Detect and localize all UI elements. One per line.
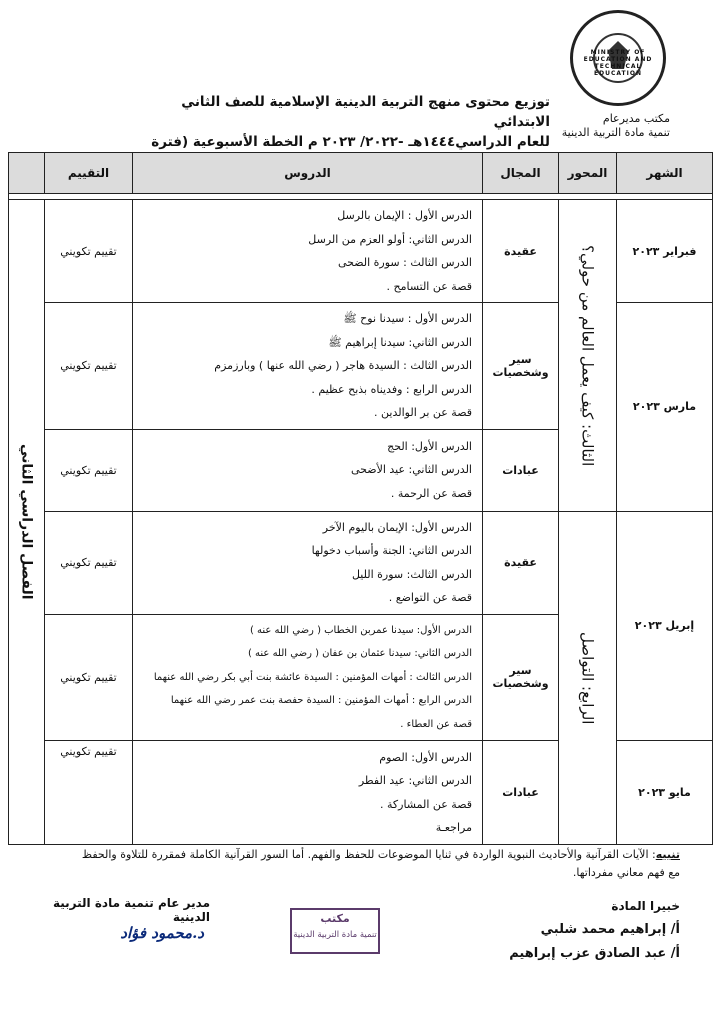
axis-cell [559,200,617,512]
lesson-line: الدرس الثاني: سيدنا إبراهيم ﷺ [328,335,472,349]
axis-label: الرابع: التواصل [578,631,597,724]
lesson-line: الدرس الثاني: سيدنا عثمان بن عفان ( رضي الله عنه ) [247,648,472,659]
month-cell: مايو ٢٠٢٣ [617,741,713,845]
lesson-line: الدرس الثاني: عيد الفطر [358,774,472,787]
lesson-line: الدرس الثالث : أمهات المؤمنين : السيدة عائشة بنت أبي بكر رضي الله عنهما [153,671,472,683]
term-cell [9,200,45,845]
lesson-line: الدرس الثالث: سورة الليل [351,567,472,581]
table-row [9,200,713,303]
note-text: : الآيات القرآنية والأحاديث النبوية الواردة في ثنايا الموضوعات للحفظ والفهم. أما السور القرآنية الكاملة فمقررة للتلاوة والحفظ [81,848,656,861]
logo-text: MINISTRY OF EDUCATION AND TECHNICAL EDUCATION [583,49,653,77]
note-label: تنبيه [655,848,680,861]
lesson-line: الدرس الأول : سيدنا نوح ﷺ [343,312,472,325]
header-axis: المحور [559,153,617,194]
office-line-2: تنمية مادة التربية الدينية [561,126,670,139]
office-stamp [290,908,380,954]
lesson-line: الدرس الأول: الإيمان باليوم الآخر [322,520,472,534]
title-line-2: للعام الدراسي١٤٤٤هـ -٢٠٢٢/ ٢٠٢٣ م الخطة الأسبوعية (فترة [151,134,550,150]
evaluation-cell: تقييم تكويني [45,511,133,614]
domain-cell: عقيدة [483,511,559,614]
table-row [9,511,713,614]
lesson-line: قصة عن التسامح . [386,279,472,293]
lessons-cell [133,429,483,511]
lesson-line: الدرس الأول: الصوم [379,750,472,764]
header-domain: المجال [483,153,559,194]
lesson-line: الدرس الثالث : سورة الضحى [337,256,472,269]
evaluation-cell: تقييم تكويني [45,614,133,741]
header-month: الشهر [617,153,713,194]
ministry-logo [570,10,666,106]
evaluation-cell: تقييم تكويني [45,741,133,845]
lesson-line: الدرس الثالث : السيدة هاجر ( رضي الله عنها ) وبارزمزم [214,359,472,372]
evaluation-cell: تقييم تكويني [45,200,133,303]
lesson-line: الدرس الرابع : وفديناه بذبح عظيم . [311,382,472,396]
domain-cell: سير وشخصيات [483,303,559,430]
director-title: مدير عام تنمية مادة التربية الدينية [52,896,210,924]
domain-cell: عقيدة [483,200,559,303]
table-header-row [9,153,713,194]
header-evaluation: التقييم [45,153,133,194]
lesson-line: قصة عن التواضع . [388,591,472,604]
domain-cell: سير وشخصيات [483,614,559,741]
lesson-line: الدرس الأول: سيدنا عمربن الخطاب ( رضي الله عنه ) [249,624,472,636]
stamp-line-2: تنمية مادة التربية الدينية [293,930,377,940]
lessons-cell [133,200,483,303]
stamp-line-1: مكتب [320,912,350,925]
lessons-cell [133,614,483,741]
month-cell: إبريل ٢٠٢٣ [617,511,713,741]
month-cell: مارس ٢٠٢٣ [617,303,713,512]
header-lessons: الدروس [133,153,483,194]
office-line-1: مكتب مديرعام [602,112,670,125]
term-label: الفصل الدراسي الثاني [18,444,35,600]
lesson-line: قصة عن بر الوالدين . [374,406,472,419]
lessons-cell [133,741,483,845]
lesson-line: مراجعـة [435,821,472,834]
expert-name-2: أ/ عبد الصادق عزب إبراهيم [509,946,680,961]
domain-cell: عبادات [483,741,559,845]
lesson-line: الدرس الرابع : أمهات المؤمنين : السيدة حفصة بنت عمر رضي الله عنهما [170,695,472,706]
lesson-line: قصة عن العطاء . [400,718,472,730]
lesson-line: الدرس الثاني: أولو العزم من الرسل [308,232,472,246]
lessons-cell [133,511,483,614]
director-signature: د.محمود فؤاد [120,924,204,942]
footer-note [40,846,680,882]
note-line-1 [40,846,680,864]
lessons-cell [133,303,483,430]
title-line-1: توزيع محتوى منهج التربية الدينية الإسلامية للصف الثاني الابتدائي [181,94,550,130]
axis-cell [559,511,617,845]
evaluation-cell: تقييم تكويني [45,303,133,430]
experts-title: خبيرا المادة [611,899,680,913]
lesson-line: الدرس الثاني: عيد الأضحى [350,463,472,477]
header-blank [9,153,45,194]
lesson-line: قصة عن الرحمة . [390,486,472,500]
evaluation-cell: تقييم تكويني [45,429,133,511]
lesson-line: الدرس الثاني: الجنة وأسباب دخولها [311,544,472,557]
lesson-line: الدرس الأول: الحج [387,439,472,453]
month-cell: فبراير ٢٠٢٣ [617,200,713,303]
axis-label: الثالث: كيف يعمل العالم من حولي؟ [578,244,597,466]
domain-cell: عبادات [483,429,559,511]
note-line-2: مع فهم معاني مفرداتها. [572,866,680,879]
lesson-line: قصة عن المشاركة . [380,797,472,811]
office-label [540,112,670,140]
experts-block [460,894,680,966]
curriculum-table [8,152,713,845]
expert-name-1: أ/ إبراهيم محمد شلبي [540,922,680,937]
lesson-line: الدرس الأول : الإيمان بالرسل [337,209,472,222]
